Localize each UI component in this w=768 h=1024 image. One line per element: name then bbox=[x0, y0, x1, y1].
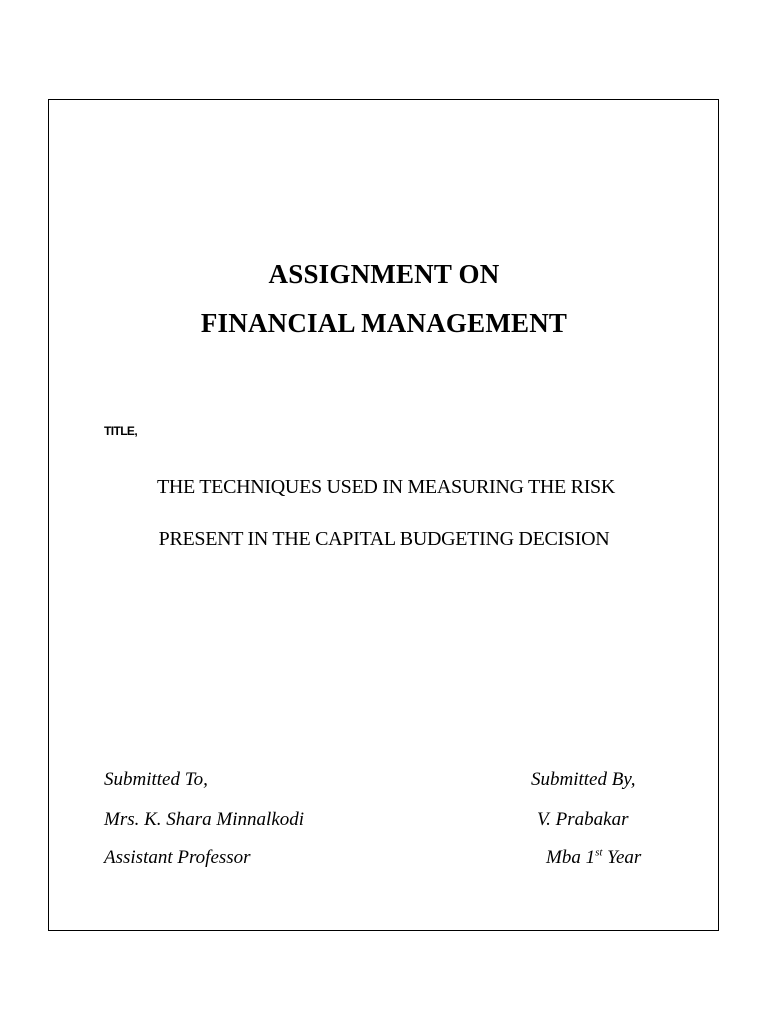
heading-line-1: ASSIGNMENT ON bbox=[268, 259, 500, 289]
submitted-to-role: Assistant Professor bbox=[104, 847, 251, 868]
submitted-by-name: V. Prabakar bbox=[537, 809, 629, 830]
subtitle-line-1: THE TECHNIQUES USED IN MEASURING THE RISK bbox=[156, 476, 616, 498]
heading-line-2: FINANCIAL MANAGEMENT bbox=[200, 308, 568, 338]
title-label: TITLE, bbox=[104, 424, 138, 438]
submitted-to-label: Submitted To, bbox=[104, 769, 208, 790]
year-prefix: Mba 1 bbox=[546, 847, 596, 868]
submitted-by-year bbox=[546, 847, 641, 869]
year-superscript: st bbox=[595, 846, 603, 859]
submitted-by-label: Submitted By, bbox=[531, 769, 636, 790]
submitted-to-name: Mrs. K. Shara Minnalkodi bbox=[104, 809, 305, 830]
year-suffix: Year bbox=[602, 847, 642, 868]
subtitle-line-2: PRESENT IN THE CAPITAL BUDGETING DECISION bbox=[158, 528, 610, 550]
page-border bbox=[48, 99, 719, 931]
